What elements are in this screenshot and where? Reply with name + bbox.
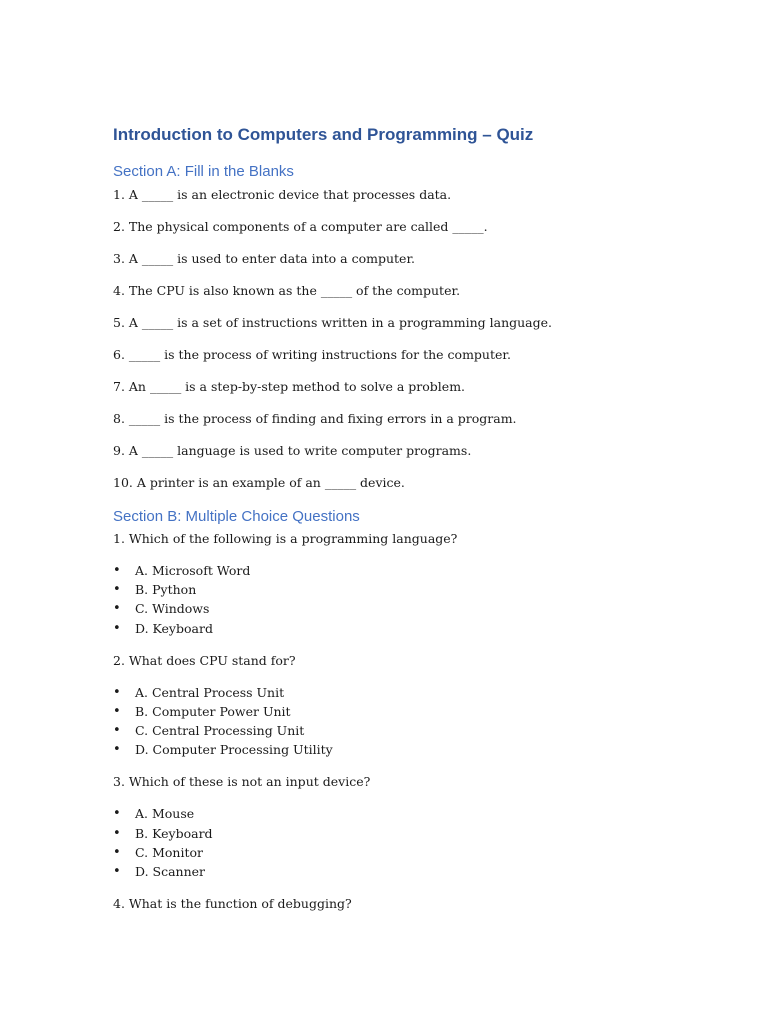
bullet-icon: • xyxy=(113,826,121,841)
mcq-option-text: D. Keyboard xyxy=(135,621,213,636)
section-b-heading: Section B: Multiple Choice Questions xyxy=(113,508,360,525)
mcq-option-text: B. Computer Power Unit xyxy=(135,704,291,719)
document-page xyxy=(113,0,733,1024)
bullet-icon: • xyxy=(113,582,121,597)
bullet-icon: • xyxy=(113,864,121,879)
mcq-question: 4. What is the function of debugging? xyxy=(113,896,352,911)
document-title: Introduction to Computers and Programming – Quiz xyxy=(113,125,534,144)
mcq-option-text: C. Central Processing Unit xyxy=(135,723,305,738)
bullet-icon: • xyxy=(113,563,121,578)
section-a-heading: Section A: Fill in the Blanks xyxy=(113,163,294,180)
fill-blank-question: 6. _____ is the process of writing instructions for the computer. xyxy=(113,347,511,362)
mcq-option-text: A. Mouse xyxy=(135,806,195,821)
mcq-option-text: C. Windows xyxy=(135,601,210,616)
fill-blank-question: 4. The CPU is also known as the _____ of the computer. xyxy=(113,283,461,298)
bullet-icon: • xyxy=(113,601,121,616)
bullet-icon: • xyxy=(113,704,121,719)
fill-blank-question: 5. A _____ is a set of instructions written in a programming language. xyxy=(113,315,552,330)
mcq-option-text: A. Microsoft Word xyxy=(135,563,251,578)
bullet-icon: • xyxy=(113,723,121,738)
mcq-option-text: A. Central Process Unit xyxy=(135,685,285,700)
fill-blank-question: 3. A _____ is used to enter data into a computer. xyxy=(113,251,416,266)
mcq-option-text: D. Computer Processing Utility xyxy=(135,742,333,757)
mcq-option-text: B. Keyboard xyxy=(135,826,213,841)
mcq-question: 2. What does CPU stand for? xyxy=(113,653,296,668)
fill-blank-question: 10. A printer is an example of an _____ device. xyxy=(113,475,405,490)
mcq-option-text: C. Monitor xyxy=(135,845,203,860)
mcq-option-text: D. Scanner xyxy=(135,864,206,879)
fill-blank-question: 7. An _____ is a step-by-step method to solve a problem. xyxy=(113,379,466,394)
bullet-icon: • xyxy=(113,845,121,860)
mcq-question: 3. Which of these is not an input device? xyxy=(113,774,371,789)
mcq-question: 1. Which of the following is a programming language? xyxy=(113,531,458,546)
bullet-icon: • xyxy=(113,685,121,700)
mcq-option-text: B. Python xyxy=(135,582,197,597)
bullet-icon: • xyxy=(113,621,121,636)
fill-blank-question: 8. _____ is the process of finding and fixing errors in a program. xyxy=(113,411,517,426)
fill-blank-question: 9. A _____ language is used to write computer programs. xyxy=(113,443,472,458)
fill-blank-question: 1. A _____ is an electronic device that processes data. xyxy=(113,187,452,202)
bullet-icon: • xyxy=(113,742,121,757)
fill-blank-question: 2. The physical components of a computer are called _____. xyxy=(113,219,488,234)
bullet-icon: • xyxy=(113,806,121,821)
